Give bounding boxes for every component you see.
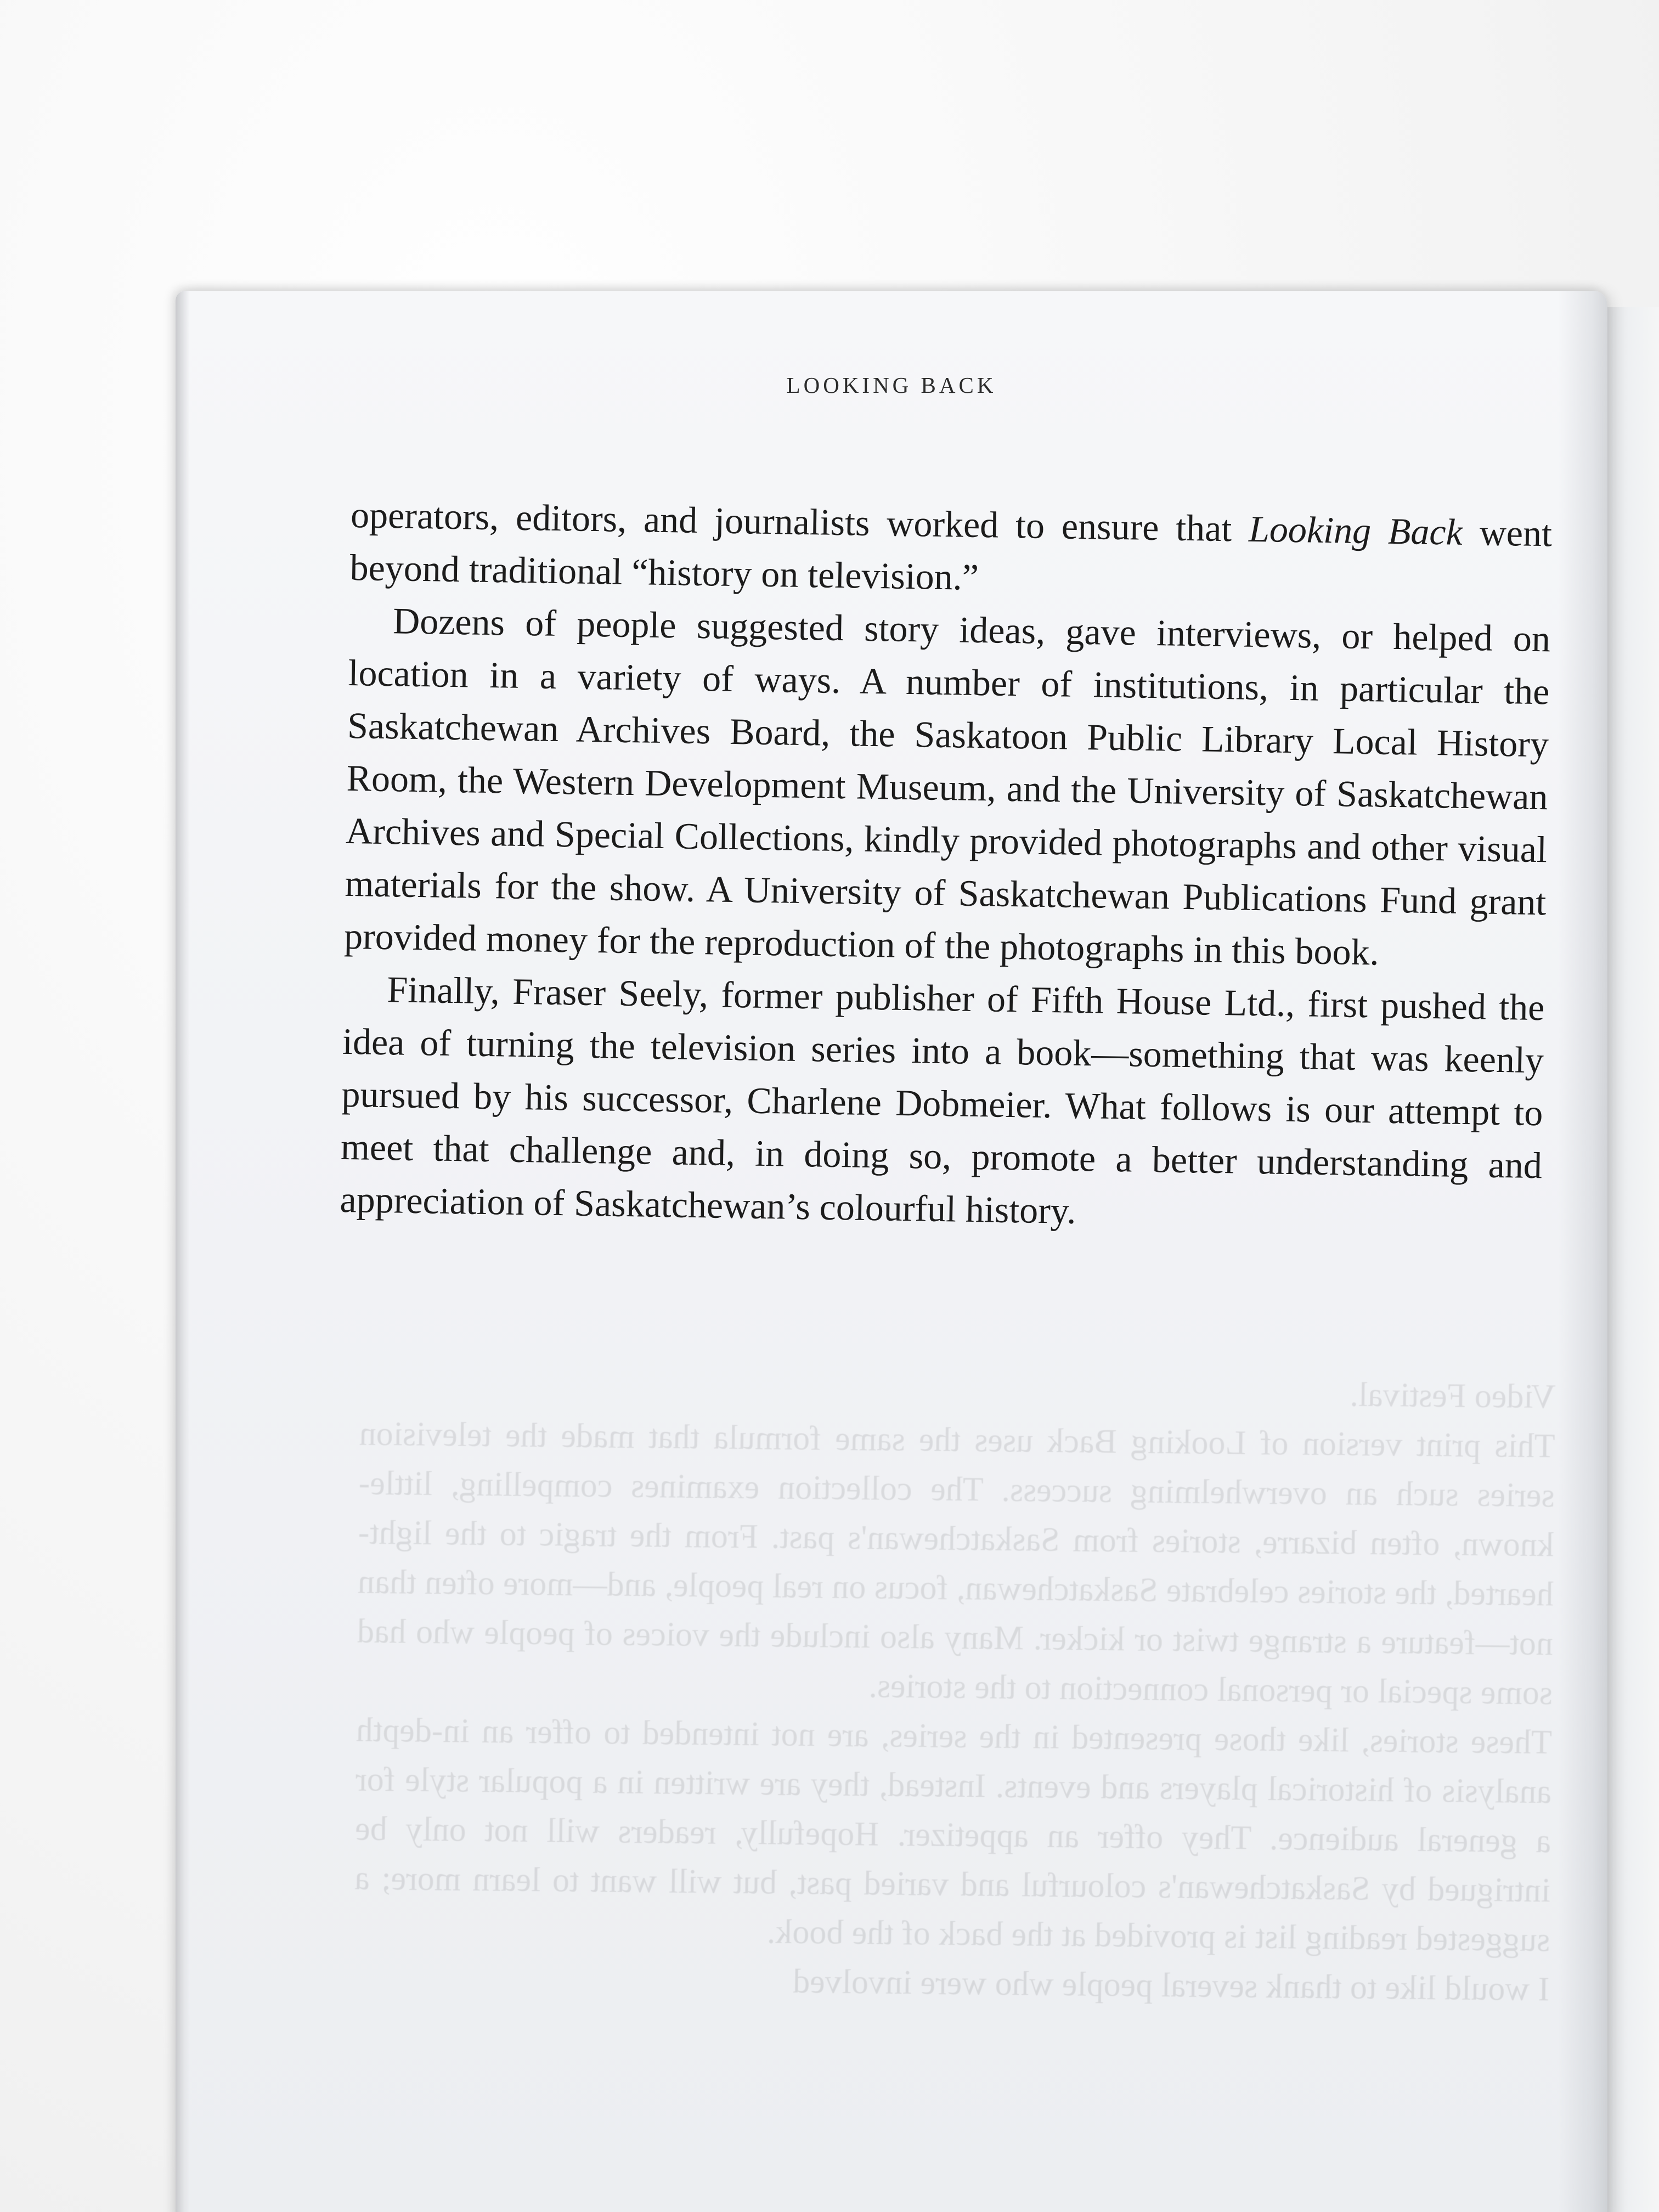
book-title-italic: Looking Back <box>1248 507 1463 553</box>
paragraph-1-part-b: went beyond traditional “history on television.” <box>349 511 1553 598</box>
book-page <box>176 291 1607 2212</box>
paragraph-1-part-a: operators, editors, and journalists worked to ensure that <box>350 493 1249 550</box>
adjacent-page-edge <box>1602 307 1659 2212</box>
show-through-line: These stories, like those presented in the series, are not intended to offer an in-depth analysis of historical players and events. Instead, they are written in a popular style for a general audience. They offer an appetizer. Hopefully, readers will not only be intrigued by Saskatchewan's colourful and varied past, but will want to learn more; a suggested reading list is provided at the back of the book. <box>354 1711 1553 1959</box>
show-through-line: I would like to thank several people who were involved <box>792 1962 1550 2008</box>
running-head: LOOKING BACK <box>786 373 997 398</box>
paragraph-1 <box>349 488 1553 612</box>
show-through-line: This print version of Looking Back uses the same formula that made the television series such an overwhelming success. The collection examines compelling, little-known, often bizarre, stories from Saskatchewan's past. From the tragic to the light-hearted, the stories celebrate Saskatchewan, focus on real people, and—more often than not—feature a strange twist or kicker. Many also include the voices of people who had some special or personal connection to the stories. <box>357 1415 1556 1712</box>
paragraph-3: Finally, Fraser Seely, former publisher of Fifth House Ltd., first pushed the idea of turning the television series into a book—something that was keenly pursued by his successor, Charlene Dobmeier. What follows is our attempt to meet that challenge and, in doing so, promote a better understanding and appreciation of Saskatchewan’s colourful history. <box>340 968 1545 1232</box>
show-through-text <box>353 1360 1556 2015</box>
paragraph-2: Dozens of people suggested story ideas, gave interviews, or helped on location in a variety of ways. A number of institutions, in particular the Saskatchewan Archives Board, the Saskatoon Public Library Local History Room, the Western Development Museum, and the University of Saskatchewan Archives and Special Collections, kindly provided photographs and other visual materials for the show. A University of Saskatchewan Publications Fund grant provided money for the reproduction of the photographs in this book. <box>343 600 1551 973</box>
show-through-line: Video Festival. <box>1350 1376 1556 1416</box>
body-text <box>340 488 1553 1244</box>
